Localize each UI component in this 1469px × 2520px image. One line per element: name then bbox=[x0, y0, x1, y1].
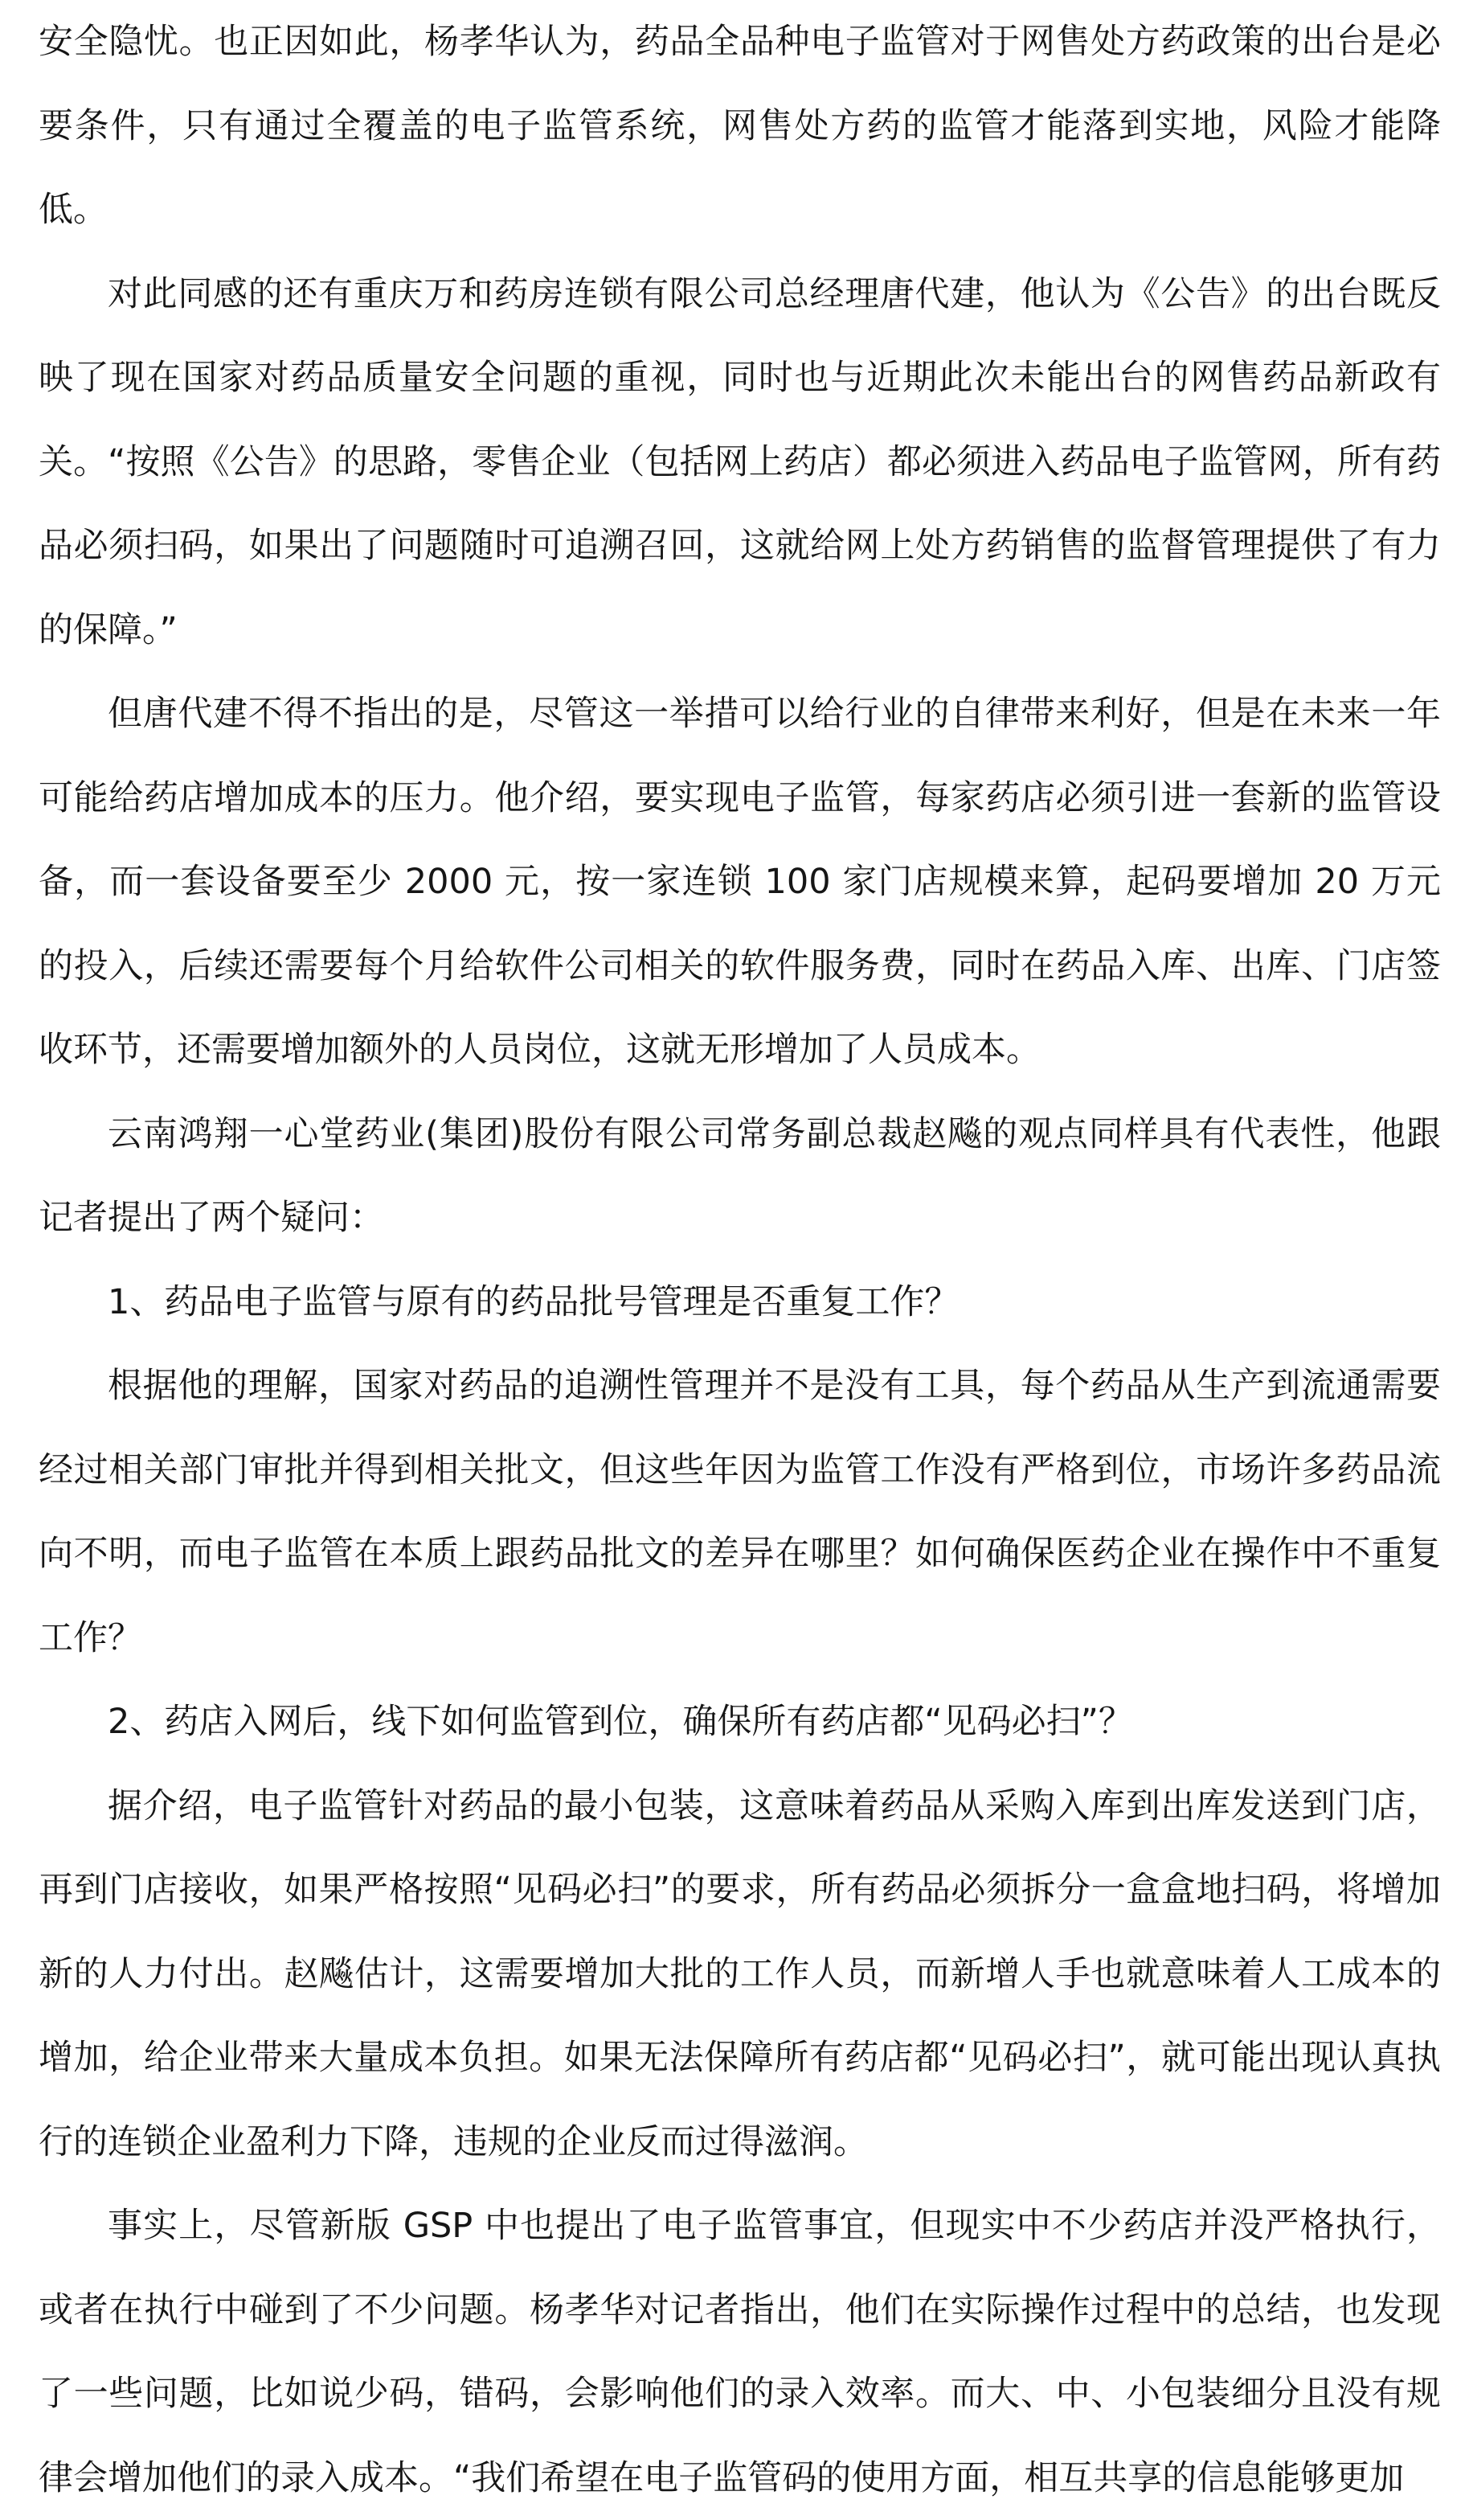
paragraph-2: 对此同感的还有重庆万和药房连锁有限公司总经理唐代建，他认为《公告》的出台既反映了现在国家对药品质量安全问题的重视，同时也与近期此次未能出台的网售药品新政有关。“按照《公告》的思路，零售企业（包括网上药店）都必须进入药品电子监管网，所有药品必须扫码，如果出了问题随时可追溯召回，这就给网上处方药销售的监督管理提供了有力的保障。” bbox=[39, 273, 1441, 650]
paragraph-7: 事实上，尽管新版 GSP 中也提出了电子监管事宜，但现实中不少药店并没严格执行，或者在执行中碰到了不少问题。杨孝华对记者指出，他们在实际操作过程中的总结，也发现了一些问题，比如说少码，错码，会影响他们的录入效率。而大、中、小包装细分且没有规律会增加他们的录入成本。“我们希望在电子监管码的使用方面，相互共享的信息能够更加 bbox=[39, 2206, 1441, 2498]
paragraph-3: 但唐代建不得不指出的是，尽管这一举措可以给行业的自律带来利好，但是在未来一年可能给药店增加成本的压力。他介绍，要实现电子监管，每家药店必须引进一套新的监管设备，而一套设备要至少 2000 元，按一家连锁 100 家门店规模来算，起码要增加 20 万元的投入，后续还需要每个月给软件公司相关的软件服务费，同时在药品入库、出库、门店签收环节，还需要增加额外的人员岗位，这就无形增加了人员成本。 bbox=[39, 694, 1441, 1070]
paragraph-5: 根据他的理解，国家对药品的追溯性管理并不是没有工具，每个药品从生产到流通需要经过相关部门审批并得到相关批文，但这些年因为监管工作没有严格到位，市场许多药品流向不明，而电子监管在本质上跟药品批文的差异在哪里？如何确保医药企业在操作中不重复工作？ bbox=[39, 1366, 1441, 1658]
paragraph-1: 安全隐忧。也正因如此，杨孝华认为，药品全品种电子监管对于网售处方药政策的出台是必要条件，只有通过全覆盖的电子监管系统，网售处方药的监管才能落到实地，风险才能降低。 bbox=[39, 22, 1441, 230]
document-page bbox=[39, 0, 1441, 2520]
paragraph-6: 据介绍，电子监管针对药品的最小包装，这意味着药品从采购入库到出库发送到门店，再到门店接收，如果严格按照“见码必扫”的要求，所有药品必须拆分一盒盒地扫码，将增加新的人力付出。赵飚估计，这需要增加大批的工作人员，而新增人手也就意味着人工成本的增加，给企业带来大量成本负担。如果无法保障所有药店都“见码必扫”，就可能出现认真执行的连锁企业盈利力下降，违规的企业反而过得滋润。 bbox=[39, 1785, 1441, 2162]
question-1: 1、药品电子监管与原有的药品批号管理是否重复工作？ bbox=[108, 1281, 960, 1322]
paragraph-4: 云南鸿翔一心堂药业(集团)股份有限公司常务副总裁赵飚的观点同样具有代表性，他跟记者提出了两个疑问： bbox=[39, 1113, 1441, 1238]
question-2: 2、药店入网后，线下如何监管到位，确保所有药店都“见码必扫”？ bbox=[108, 1702, 1133, 1742]
